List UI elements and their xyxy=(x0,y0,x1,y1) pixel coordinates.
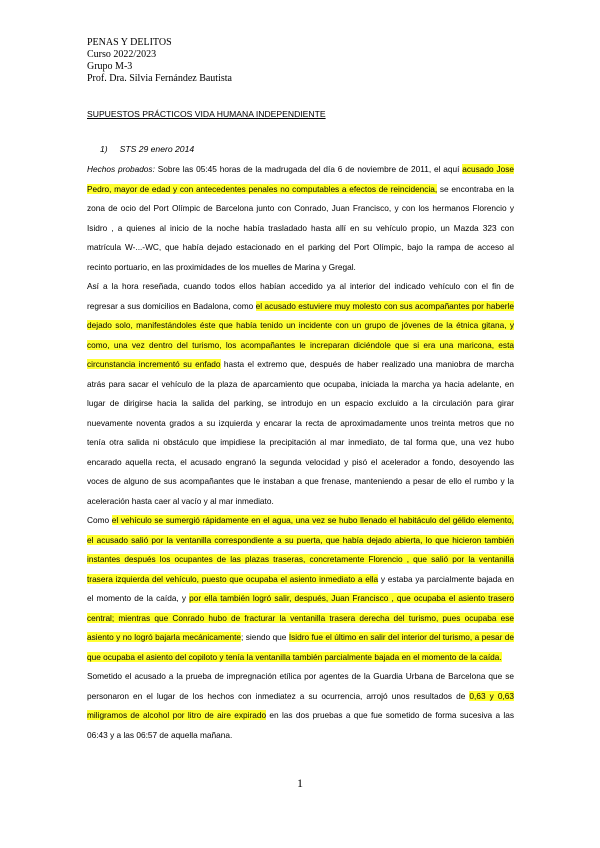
case-reference: STS 29 enero 2014 xyxy=(119,144,195,154)
paragraph-facts-1 xyxy=(87,160,514,277)
highlighted-text: el vehículo se sumergió rápidamente en el agua, una vez se hubo llenado el habitáculo del gélido elemento, el acusado salió por la ventanilla correspondiente a su puerta, que había dejado abierta, lo que hicieron también instantes después los ocupantes de las plazas traseras, concretamente Florencio , que salió por la ventanilla trasera izquierda del vehículo, puesto que ocupaba el asiento inmediato a ella xyxy=(87,515,514,584)
course-group: Grupo M-3 xyxy=(87,61,133,72)
text-span: Así a la hora reseñada, cuando todos ellos habían accedido ya al interior del indicado vehículo con el fin de regresar a sus domicilios en Badalona, como xyxy=(87,281,514,311)
course-name: PENAS Y DELITOS xyxy=(87,37,172,48)
page-number: 1 xyxy=(297,776,303,790)
text-span: hasta el extremo que, después de haber realizado una maniobra de marcha atrás para sacar el vehículo de la plaza de aparcamiento que ocupaba, iniciada la marcha ya hacia adelante, en lugar de dirigirse hacia la salida del parking, se introdujo en un espacio excluido a la circulación para girar nuevamente noventa grados a su izquierda y encarar la recta de aproximadamente unos treinta metros que no tenía otra salida ni obstáculo que impidiese la precipitación al mar inmediato, de tal forma que, una vez hubo encarado aquella recta, el acusado engranó la segunda velocidad y pisó el acelerador a fondo, desoyendo las voces de alguno de sus acompañantes que le instaban a que frenase, manteniendo a pesar de ello el rumbo y la aceleración hasta caer al vacío y al mar inmediato. xyxy=(87,359,514,506)
text-span: se encontraba en la zona de ocio del Port Olímpic de Barcelona junto con Conrado, Juan Francisco, y con los hermanos Florencio y Isidro , a quienes al inicio de la noche había trasladado hasta allí en su vehículo propio, un Mazda 323 con matrícula W-...-WC, que había dejado estacionado en el parking del Port Olímpic, bajo la rampa de acceso al recinto portuario, en las proximidades de los muelles de Marina y Gregal. xyxy=(87,183,514,272)
highlighted-text: Isidro fue el último en salir del interior del turismo, a pesar de que ocupaba el asiento del copiloto y tenía la ventanilla también parcialmente bajada en el momento de la caída. xyxy=(87,632,514,662)
professor-name: Prof. Dra. Silvia Fernández Bautista xyxy=(87,73,232,84)
document-body xyxy=(87,160,514,745)
document-header xyxy=(87,37,232,85)
highlighted-text: 0,63 y 0,63 miligramos de alcohol por litro de aire expirado xyxy=(87,690,515,720)
case-heading xyxy=(100,144,194,154)
case-number: 1) xyxy=(100,144,108,154)
paragraph-facts-3 xyxy=(87,511,514,667)
paragraph-facts-2 xyxy=(87,277,514,511)
text-span: y estaba ya parcialmente bajada en el momento de la caída, y xyxy=(87,573,514,603)
text-span: ; siendo que xyxy=(241,632,289,642)
highlighted-text: el acusado estuviere muy molesto con sus acompañantes por haberle dejado solo, manifestándoles éste que había tenido un incidente con un grupo de jóvenes de la étnica gitana, y como, una vez dentro del turismo, los acompañantes le increparan diciéndole que si era una maricona, esta circunstancia incrementó su enfado xyxy=(87,300,514,369)
text-span: en las dos pruebas a que fue sometido de forma sucesiva a las 06:43 y a las 06:57 de aquella mañana. xyxy=(87,710,514,740)
facts-label: Hechos probados: xyxy=(87,164,155,174)
text-span: Como xyxy=(87,515,112,525)
text-span: Sometido el acusado a la prueba de impregnación etílica por agentes de la Guardia Urbana de Barcelona que se personaron en el lugar de los hechos con inmediatez a su ocurrencia, arrojó unos resultados de xyxy=(87,671,514,701)
document-title: SUPUESTOS PRÁCTICOS VIDA HUMANA INDEPENDIENTE xyxy=(87,109,326,119)
paragraph-facts-4 xyxy=(87,667,514,745)
text-span: Sobre las 05:45 horas de la madrugada del día 6 de noviembre de 2011, el aquí xyxy=(154,164,463,174)
course-year: Curso 2022/2023 xyxy=(87,49,157,60)
highlighted-text: acusado Jose Pedro, mayor de edad y con antecedentes penales no computables a efectos de reincidencia, xyxy=(87,164,515,194)
highlighted-text: por ella también logró salir, después, Juan Francisco , que ocupaba el asiento trasero central; mientras que Conrado hubo de fracturar la ventanilla trasera derecha del turismo, pues ocupaba ese asiento y no logró bajarla mecánicamente xyxy=(87,593,514,642)
